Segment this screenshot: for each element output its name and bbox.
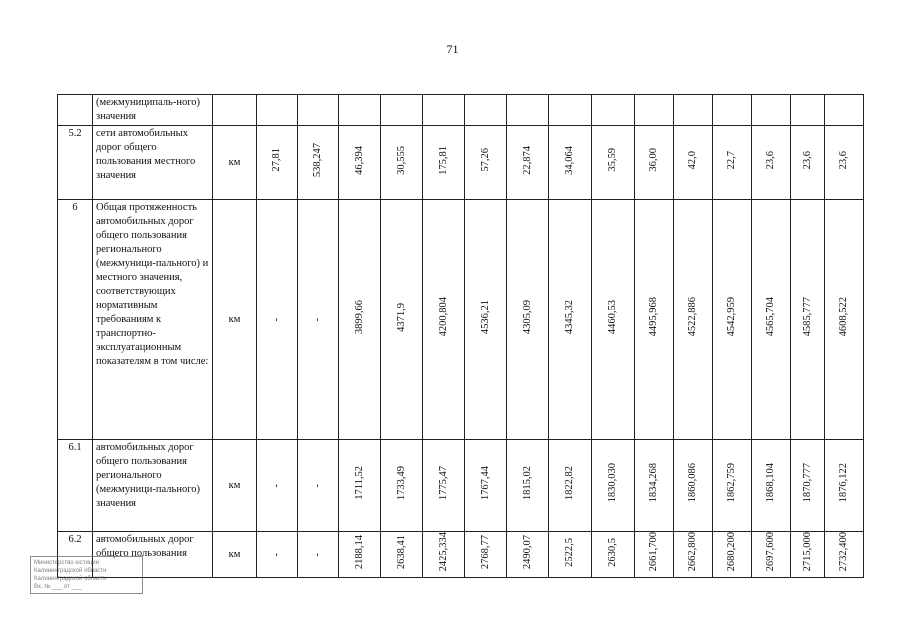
value-cell: [713, 440, 752, 532]
value-text: 2732,400: [838, 532, 849, 572]
value-cell: [674, 200, 713, 440]
unit-cell: км: [213, 126, 257, 200]
value-text: 1711,52: [353, 466, 365, 500]
value-cell: [298, 440, 339, 532]
value-cell: [752, 200, 791, 440]
value-text: 22,7: [726, 150, 737, 170]
value-text: 4536,21: [479, 299, 491, 335]
value-text: 27,81: [271, 148, 282, 172]
value-text: 2522,5: [564, 537, 575, 567]
unit-cell: км: [213, 440, 257, 532]
value-cell: [791, 532, 825, 578]
value-cell: [381, 440, 423, 532]
data-table: [57, 94, 864, 578]
value-cell: [549, 532, 592, 578]
indicator-name: сети автомобильных дорог общего пользования местного значения: [93, 126, 213, 200]
value-cell: [592, 95, 635, 126]
value-text: -: [271, 318, 282, 322]
value-text: 2490,07: [521, 534, 533, 570]
value-text: 2638,41: [395, 534, 407, 570]
value-cell: [549, 95, 592, 126]
value-text: 4200,804: [437, 297, 449, 337]
value-text: 2697,600: [765, 532, 776, 572]
indicator-name: автомобильных дорог общего пользования регионального (межмуници-пального) значения: [93, 440, 213, 532]
value-cell: [825, 532, 864, 578]
value-cell: [381, 532, 423, 578]
value-text: 4585,777: [801, 297, 813, 337]
value-text: 4371,9: [395, 302, 407, 332]
value-cell: [298, 532, 339, 578]
value-text: 1775,47: [437, 465, 449, 501]
unit-cell: [213, 95, 257, 126]
value-text: 34,064: [564, 145, 575, 175]
row-number: 5.2: [58, 126, 93, 200]
value-cell: [752, 126, 791, 200]
value-cell: [507, 95, 549, 126]
stamp-line: Калининградской области: [34, 568, 107, 574]
value-text: 22,874: [521, 145, 533, 175]
value-text: 4608,522: [838, 297, 849, 337]
value-text: 23,6: [765, 150, 776, 170]
value-cell: [674, 95, 713, 126]
value-cell: [825, 200, 864, 440]
row-number: 6.2: [58, 532, 93, 578]
value-text: 46,394: [353, 145, 365, 175]
value-cell: [423, 532, 465, 578]
value-text: 4345,32: [564, 299, 575, 335]
value-text: 4305,09: [521, 299, 533, 335]
value-text: -: [271, 484, 282, 488]
value-cell: [674, 532, 713, 578]
value-text: 1876,122: [838, 463, 849, 503]
value-text: 2662,800: [687, 532, 698, 572]
table-row: [58, 440, 864, 532]
value-text: 2768,77: [479, 534, 491, 570]
value-cell: [592, 200, 635, 440]
value-cell: [465, 440, 507, 532]
value-cell: [381, 126, 423, 200]
value-cell: [465, 95, 507, 126]
value-cell: [825, 440, 864, 532]
value-cell: [635, 95, 674, 126]
value-cell: [339, 95, 381, 126]
value-text: 1822,82: [564, 465, 575, 501]
value-cell: [339, 200, 381, 440]
value-cell: [674, 126, 713, 200]
value-cell: [298, 126, 339, 200]
row-number: 6: [58, 200, 93, 440]
value-text: 36,00: [648, 148, 659, 172]
table-row: [58, 126, 864, 200]
unit-cell: км: [213, 200, 257, 440]
value-cell: [791, 440, 825, 532]
value-text: 1862,759: [726, 463, 737, 503]
value-text: 42,0: [687, 150, 698, 170]
value-cell: [465, 532, 507, 578]
indicator-name: (межмуниципаль-ного) значения: [93, 95, 213, 126]
indicator-name: автомобильных дорог общего пользования: [93, 532, 213, 578]
stamp-line: Вх. № ___ от ___: [34, 584, 82, 590]
value-text: -: [312, 318, 323, 322]
value-text: 1733,49: [395, 465, 407, 501]
value-cell: [713, 200, 752, 440]
value-cell: [298, 200, 339, 440]
value-cell: [381, 200, 423, 440]
value-cell: [298, 95, 339, 126]
value-text: 538,247: [312, 142, 323, 178]
table-row: [58, 95, 864, 126]
value-text: 4565,704: [765, 297, 776, 337]
value-cell: [549, 200, 592, 440]
value-cell: [507, 126, 549, 200]
value-cell: [791, 95, 825, 126]
value-cell: [257, 126, 298, 200]
value-cell: [825, 95, 864, 126]
value-text: 1868,104: [765, 463, 776, 503]
value-cell: [507, 532, 549, 578]
value-text: 2188,14: [353, 534, 365, 570]
table-row: [58, 200, 864, 440]
value-cell: [713, 95, 752, 126]
value-text: 2630,5: [607, 537, 618, 567]
value-cell: [423, 95, 465, 126]
value-text: 1767,44: [479, 465, 491, 501]
stamp-line: Калининградской области: [34, 576, 107, 582]
value-text: 23,6: [838, 150, 849, 170]
value-cell: [592, 126, 635, 200]
value-text: 4522,886: [687, 297, 698, 337]
value-text: -: [271, 553, 282, 557]
value-text: 57,26: [479, 148, 491, 172]
value-cell: [635, 200, 674, 440]
value-text: 4542,959: [726, 297, 737, 337]
value-cell: [635, 126, 674, 200]
value-text: 1860,086: [687, 463, 698, 503]
stamp-line: Министерство юстиции: [34, 560, 99, 566]
value-cell: [507, 200, 549, 440]
value-cell: [752, 532, 791, 578]
value-cell: [423, 440, 465, 532]
value-cell: [423, 200, 465, 440]
value-text: 1815,02: [521, 465, 533, 501]
registration-stamp: [30, 556, 143, 594]
value-cell: [549, 126, 592, 200]
value-text: -: [312, 553, 323, 557]
value-text: 2715,000: [801, 532, 813, 572]
value-cell: [791, 126, 825, 200]
value-text: 3899,66: [353, 299, 365, 335]
value-cell: [257, 532, 298, 578]
value-text: 2425,334: [437, 532, 449, 572]
value-cell: [752, 440, 791, 532]
value-text: 1834,268: [648, 463, 659, 503]
value-cell: [674, 440, 713, 532]
value-cell: [381, 95, 423, 126]
value-cell: [339, 126, 381, 200]
value-cell: [423, 126, 465, 200]
value-cell: [465, 200, 507, 440]
value-cell: [592, 440, 635, 532]
row-number: 6.1: [58, 440, 93, 532]
value-text: 1870,777: [801, 463, 813, 503]
value-cell: [635, 532, 674, 578]
value-cell: [825, 126, 864, 200]
value-cell: [752, 95, 791, 126]
indicator-name: Общая протяженность автомобильных дорог общего пользования регионального (межмуници-пального) и местного значения, соответствующих нормативным требованиям к транспортно-эксплуатационным показателям в том числе:: [93, 200, 213, 440]
value-text: -: [312, 484, 323, 488]
value-text: 2680,200: [726, 532, 737, 572]
value-text: 30,555: [395, 145, 407, 175]
value-cell: [713, 126, 752, 200]
value-cell: [257, 200, 298, 440]
value-text: 2661,700: [648, 532, 659, 572]
page-number: 71: [446, 42, 459, 56]
unit-cell: км: [213, 532, 257, 578]
value-text: 4495,968: [648, 297, 659, 337]
value-cell: [635, 440, 674, 532]
value-cell: [257, 95, 298, 126]
table-row: [58, 532, 864, 578]
value-cell: [549, 440, 592, 532]
value-cell: [592, 532, 635, 578]
value-cell: [713, 532, 752, 578]
value-text: 23,6: [801, 150, 813, 170]
value-cell: [507, 440, 549, 532]
value-cell: [339, 532, 381, 578]
value-text: 4460,53: [607, 299, 618, 335]
value-cell: [791, 200, 825, 440]
value-text: 175,81: [437, 145, 449, 175]
value-cell: [257, 440, 298, 532]
value-cell: [465, 126, 507, 200]
row-number: [58, 95, 93, 126]
value-cell: [339, 440, 381, 532]
value-text: 35,59: [607, 148, 618, 172]
value-text: 1830,030: [607, 463, 618, 503]
